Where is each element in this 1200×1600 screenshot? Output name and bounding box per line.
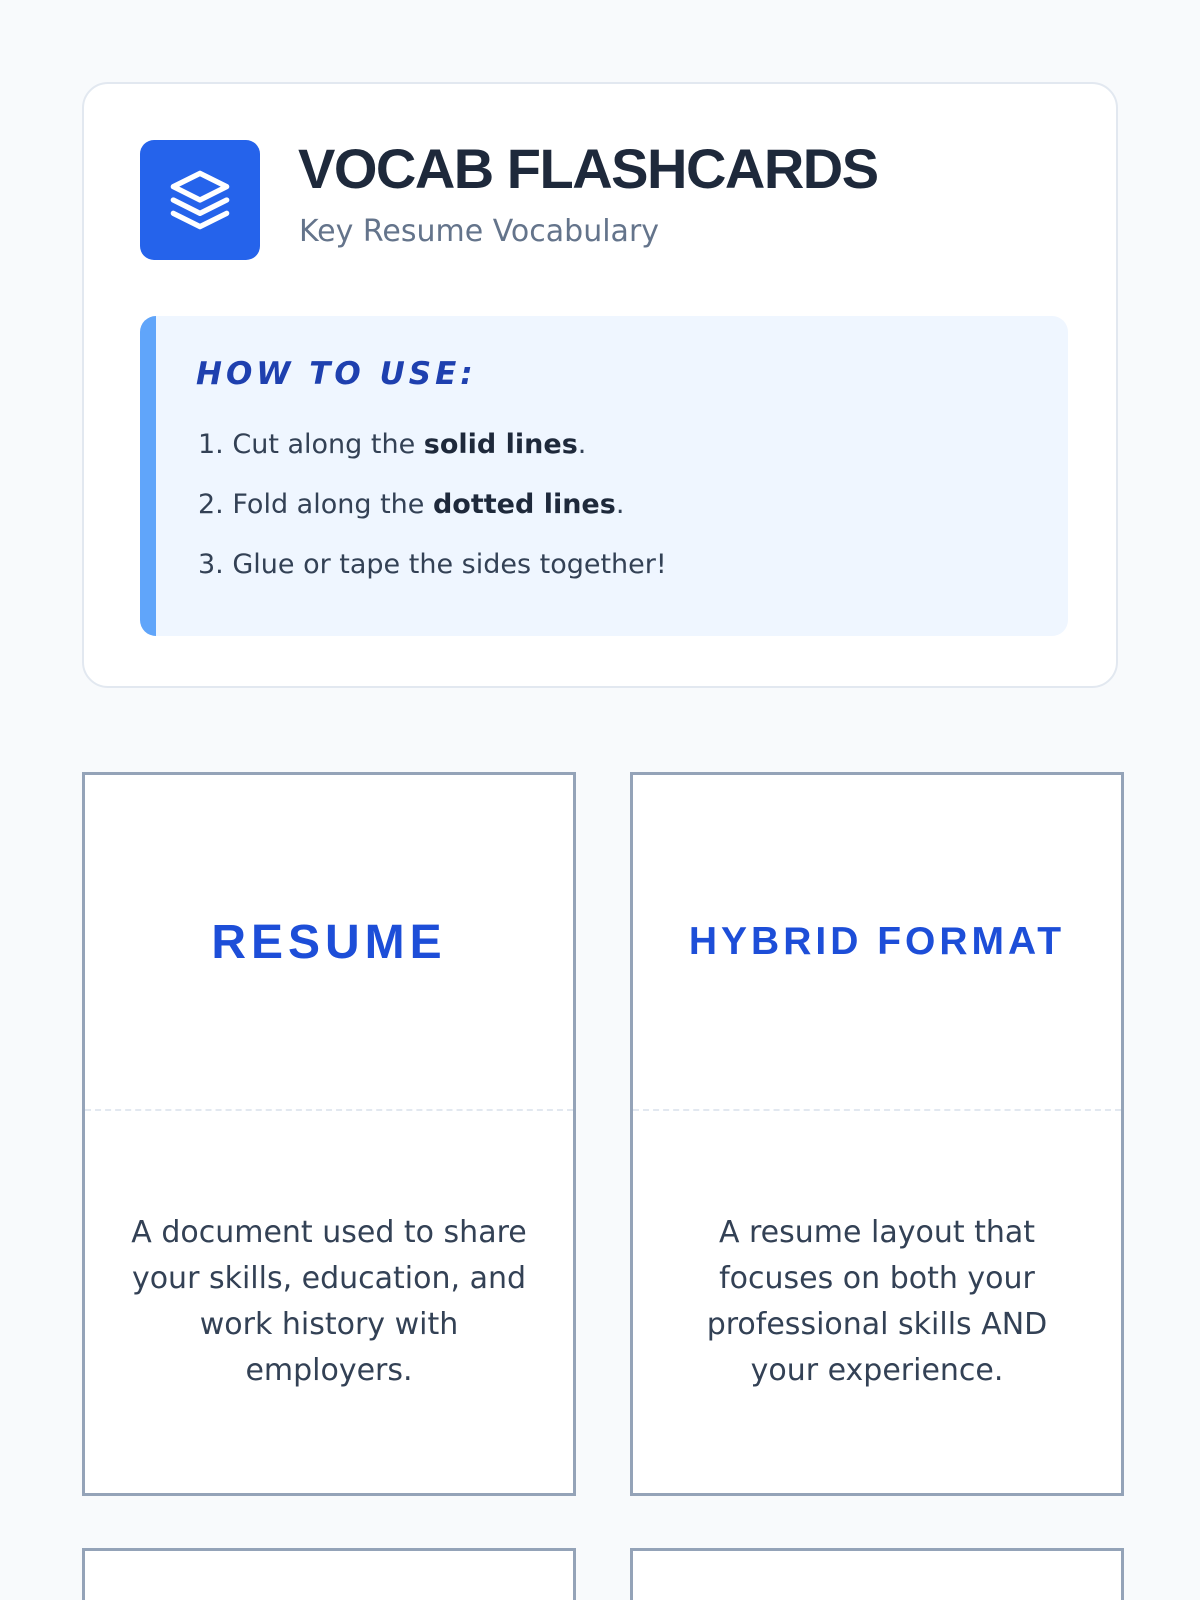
page-subtitle: Key Resume Vocabulary [299, 214, 660, 249]
flashcard-hybrid-format [630, 772, 1124, 1496]
flashcard-front [85, 775, 573, 1109]
instruction-step-1: 1. Cut along the solid lines. [198, 429, 587, 460]
flashcard-front [633, 775, 1121, 1109]
layers-icon [168, 168, 232, 232]
flashcard-definition: A resume layout that focuses on both your professional skills AND your experience. [706, 1215, 1048, 1388]
flashcard-back [633, 1111, 1121, 1493]
instructions-title: HOW TO USE: [196, 356, 477, 392]
flashcard-term: HYBRID FORMAT [688, 920, 1066, 963]
flashcard-back [85, 1111, 573, 1493]
flashcard-next-right [630, 1548, 1124, 1600]
page-title: VOCAB FLASHCARDS [298, 137, 878, 200]
flashcard-next-left [82, 1548, 576, 1600]
logo [140, 140, 260, 260]
instruction-step-2: 2. Fold along the dotted lines. [198, 489, 625, 520]
flashcard-definition: A document used to share your skills, education, and work history with employers. [131, 1215, 527, 1388]
instruction-step-3: 3. Glue or tape the sides together! [198, 549, 667, 580]
instructions-box [140, 316, 1068, 636]
instructions-list [198, 428, 667, 608]
flashcard-term: RESUME [211, 915, 447, 969]
header-card [82, 82, 1118, 688]
flashcard-resume [82, 772, 576, 1496]
